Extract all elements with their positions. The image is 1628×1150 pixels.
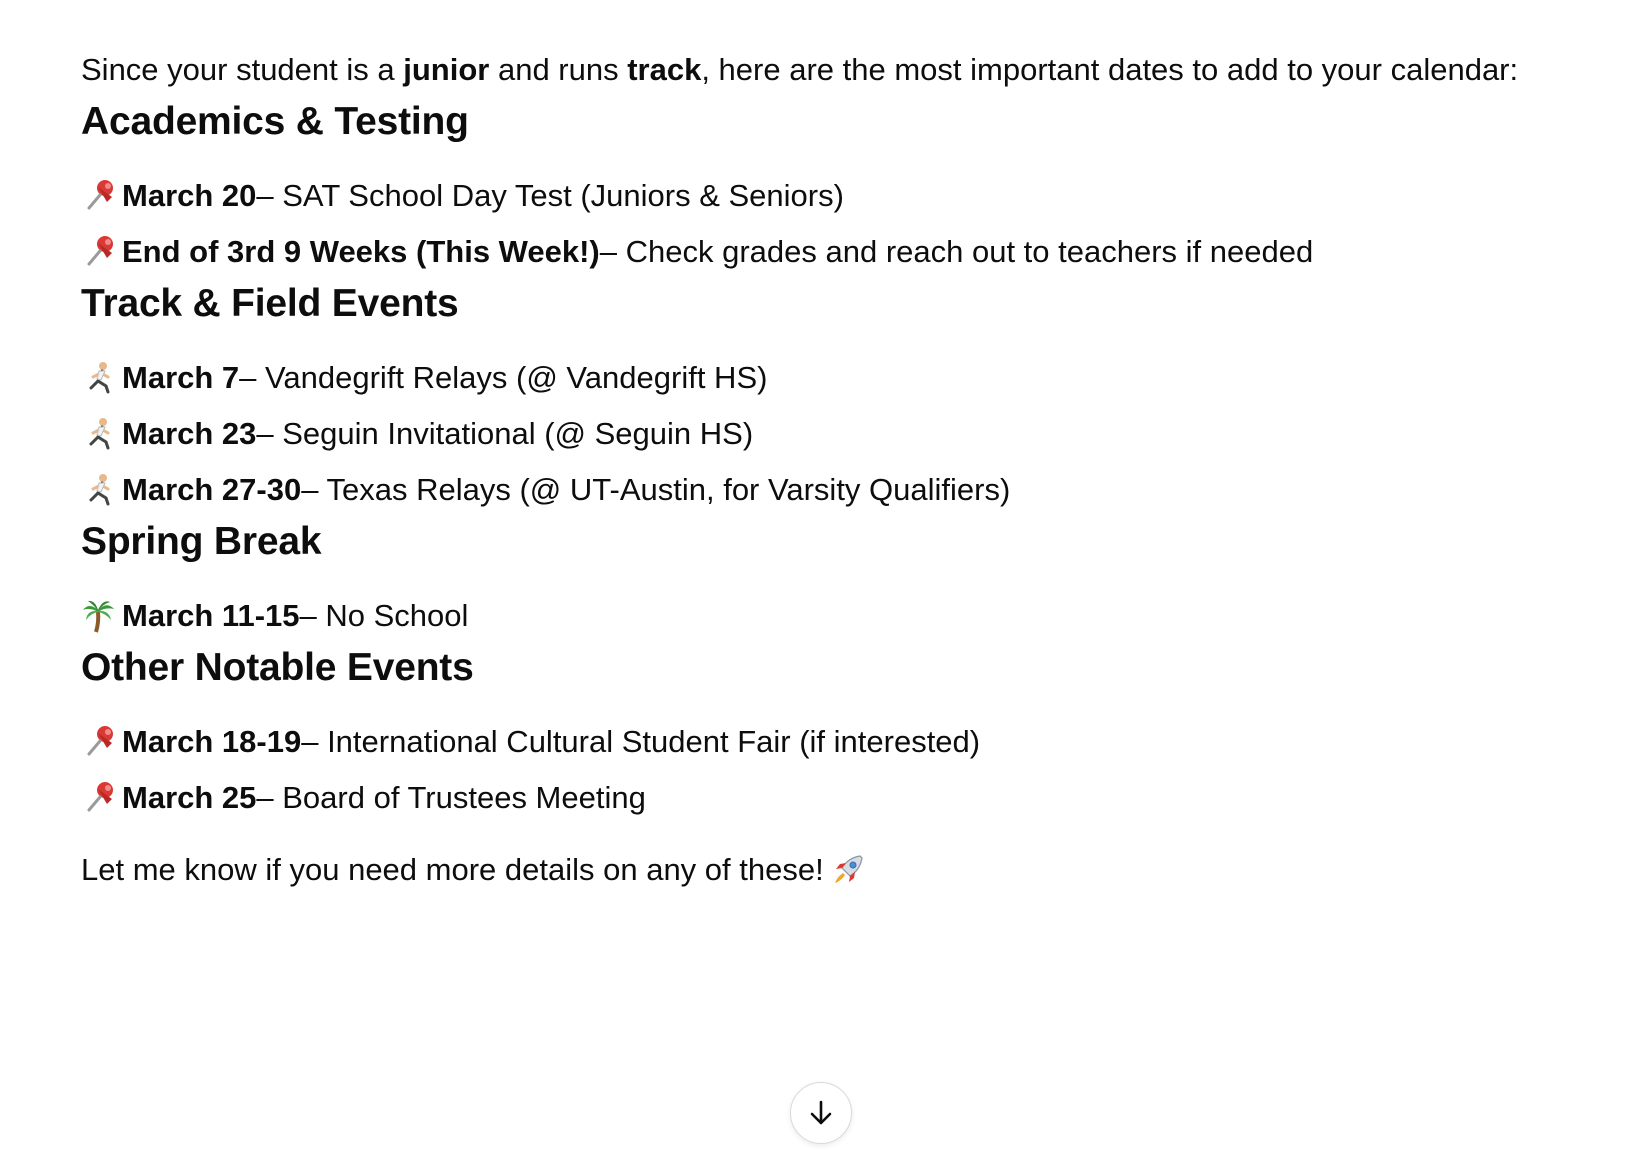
closing-line: [81, 842, 1561, 898]
intro-bold-grade: junior: [403, 52, 490, 87]
palm-tree-icon: [81, 598, 117, 634]
event-description: – Board of Trustees Meeting: [256, 780, 646, 815]
list-item: [81, 588, 1561, 644]
event-description: – SAT School Day Test (Juniors & Seniors): [256, 178, 844, 213]
list-item: [81, 224, 1561, 280]
closing-text: Let me know if you need more details on any of these!: [81, 852, 824, 887]
list-item: [81, 770, 1561, 826]
pushpin-icon: [81, 234, 117, 270]
rocket-icon: [830, 852, 866, 888]
pushpin-icon: [81, 178, 117, 214]
list-item: [81, 714, 1561, 770]
event-description: – Seguin Invitational (@ Seguin HS): [256, 416, 754, 451]
runner-icon: [81, 360, 117, 396]
intro-text-1: Since your student is a: [81, 52, 404, 87]
section-heading-other-events: Other Notable Events: [81, 646, 474, 689]
list-item: [81, 350, 1561, 406]
event-description: – No School: [299, 598, 469, 633]
section-heading-spring-break: Spring Break: [81, 520, 322, 563]
event-description: – Texas Relays (@ UT-Austin, for Varsity Qualifiers): [301, 472, 1011, 507]
spring-break-list: [81, 588, 1561, 644]
list-item: [81, 406, 1561, 462]
section-heading-track: Track & Field Events: [81, 282, 459, 325]
event-date: March 23: [122, 416, 257, 451]
pushpin-icon: [81, 780, 117, 816]
event-description: – International Cultural Student Fair (if interested): [301, 724, 981, 759]
arrow-down-icon: [806, 1098, 836, 1128]
track-list: [81, 350, 1561, 518]
intro-text-2: and runs: [489, 52, 628, 87]
list-item: [81, 462, 1561, 518]
academics-list: [81, 168, 1561, 280]
runner-icon: [81, 416, 117, 452]
intro-text-3: , here are the most important dates to add to your calendar:: [701, 52, 1519, 87]
event-date: March 25: [122, 780, 257, 815]
event-date: March 27-30: [122, 472, 302, 507]
intro-paragraph: [81, 42, 1561, 98]
event-date: March 7: [122, 360, 240, 395]
event-date: March 11-15: [122, 598, 300, 633]
event-date: March 20: [122, 178, 257, 213]
scroll-to-bottom-button[interactable]: [790, 1082, 852, 1144]
list-item: [81, 168, 1561, 224]
section-heading-academics: Academics & Testing: [81, 100, 469, 143]
event-description: – Check grades and reach out to teachers if needed: [599, 234, 1314, 269]
intro-bold-sport: track: [627, 52, 702, 87]
runner-icon: [81, 472, 117, 508]
pushpin-icon: [81, 724, 117, 760]
event-date: March 18-19: [122, 724, 302, 759]
message-content: [81, 0, 1561, 898]
event-date: End of 3rd 9 Weeks (This Week!): [122, 234, 600, 269]
other-events-list: [81, 714, 1561, 826]
event-description: – Vandegrift Relays (@ Vandegrift HS): [239, 360, 768, 395]
